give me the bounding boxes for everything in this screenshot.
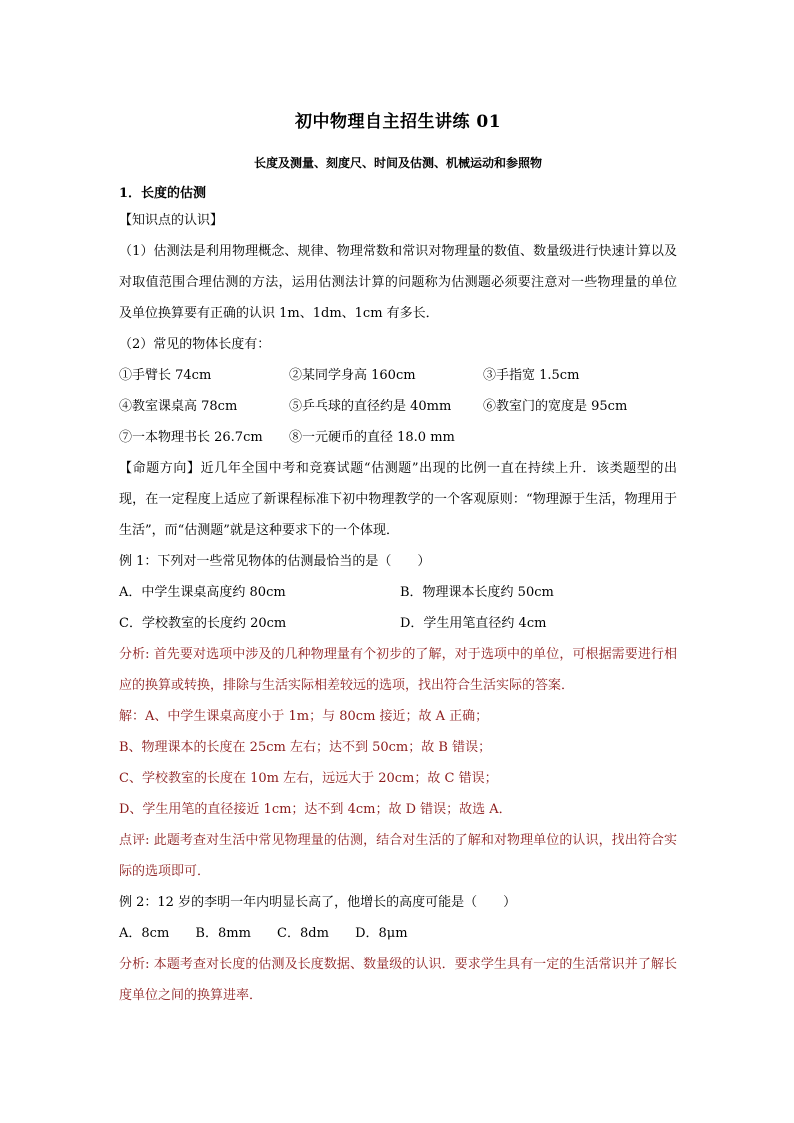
option-a: A．中学生课桌高度约 80cm <box>119 585 286 600</box>
example-2-options <box>119 918 677 949</box>
option-c: C．学校教室的长度约 20cm <box>119 616 287 631</box>
example-1-solution-d: D、学生用笔的直径接近 1cm；达不到 4cm；故 D 错误；故选 A． <box>119 802 512 817</box>
page-subtitle: 长度及测量、刻度尺、时间及估测、机械运动和参照物 <box>253 156 542 170</box>
page-title: 初中物理自主招生讲练 01 <box>294 112 502 132</box>
length-items-row-2 <box>119 391 677 422</box>
knowledge-label: 【知识点的认识】 <box>119 213 224 228</box>
list-item: ③手指宽 1.5cm <box>483 368 580 383</box>
option-c: C．8dm <box>277 926 329 941</box>
option-d: D．学生用笔直径约 4cm <box>400 616 547 631</box>
option-d: D．8μm <box>355 926 408 941</box>
example-1-comment: 点评: 此题考查对生活中常见物理量的估测，结合对生活的了解和对物理单位的认识，找出符合实际的选项即可． <box>119 833 677 879</box>
example-1-solution-c: C、学校教室的长度在 10m 左右，远远大于 20cm；故 C 错误； <box>119 771 498 786</box>
example-2-question: 例 2：12 岁的李明一年内明显长高了，他增长的高度可能是（ ） <box>119 895 517 910</box>
proposition-direction: 【命题方向】近几年全国中考和竞赛试题“估测题”出现的比例一直在持续上升．该类题型的出现，在一定程度上适应了新课程标准下初中物理教学的一个客观原则：“物理源于生活，物理用于生活”，而“估测题”就是这种要求下的一个体现． <box>119 461 677 538</box>
example-1-solution-a: 解：A、中学生课桌高度小于 1m；与 80cm 接近；故 A 正确； <box>119 709 489 724</box>
list-item: ⑥教室门的宽度是 95cm <box>483 399 628 414</box>
option-a: A．8cm <box>119 926 170 941</box>
knowledge-paragraph-2: （2）常见的物体长度有： <box>119 337 271 352</box>
document-page <box>119 100 677 1011</box>
example-2-analysis: 分析: 本题考查对长度的估测及长度数据、数量级的认识．要求学生具有一定的生活常识并了解长度单位之间的换算进率． <box>119 957 677 1003</box>
list-item: ⑤乒乓球的直径约是 40mm <box>289 399 452 414</box>
length-items-row-3 <box>119 422 677 453</box>
example-1-analysis: 分析: 首先要对选项中涉及的几种物理量有个初步的了解，对于选项中的单位，可根据需要进行相应的换算或转换，排除与生活实际相差较远的选项，找出符合生活实际的答案． <box>119 647 677 693</box>
knowledge-paragraph-1: （1）估测法是利用物理概念、规律、物理常数和常识对物理量的数值、数量级进行快速计算以及对取值范围合理估测的方法，运用估测法计算的问题称为估测题必须要注意对一些物理量的单位及单位换算要有正确的认识 1m、1dm、1cm 有多长． <box>119 244 677 321</box>
list-item: ①手臂长 74cm <box>119 368 212 383</box>
list-item: ④教室课桌高 78cm <box>119 399 238 414</box>
length-items-row-1 <box>119 360 677 391</box>
example-1-options-row-1 <box>119 577 677 608</box>
list-item: ⑦一本物理书长 26.7cm <box>119 430 263 445</box>
example-1-solution-b: B、物理课本的长度在 25cm 左右；达不到 50cm；故 B 错误； <box>119 740 492 755</box>
list-item: ⑧一元硬币的直径 18.0 mm <box>289 430 455 445</box>
section-heading: 1．长度的估测 <box>119 186 207 201</box>
option-b: B．8mm <box>195 926 251 941</box>
example-1-options-row-2 <box>119 608 677 639</box>
list-item: ②某同学身高 160cm <box>289 368 416 383</box>
option-b: B．物理课本长度约 50cm <box>400 585 554 600</box>
example-1-question: 例 1：下列对一些常见物体的估测最恰当的是（ ） <box>119 554 431 569</box>
